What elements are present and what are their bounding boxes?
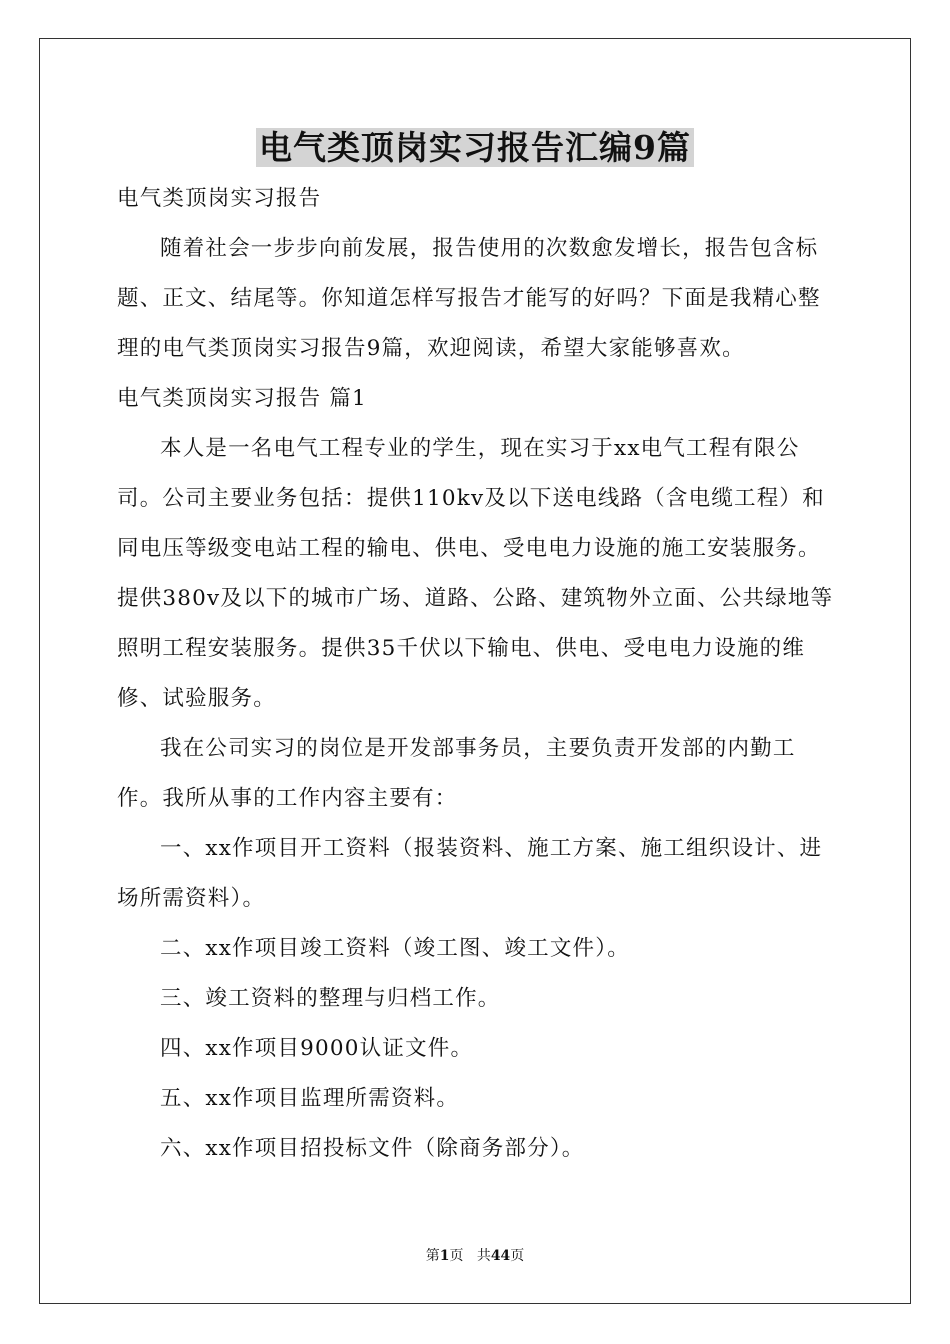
duty-item-5: 五、xx作项目监理所需资料。 — [160, 1086, 460, 1111]
duty-item-2: 二、xx作项目竣工资料（竣工图、竣工文件）。 — [160, 936, 630, 961]
footer-total-prefix: 共 — [476, 1248, 491, 1264]
document-title — [0, 124, 950, 172]
footer-page-prefix: 第 — [425, 1248, 440, 1264]
duty-item-4: 四、xx作项目9000认证文件。 — [160, 1036, 474, 1061]
document-body — [117, 174, 837, 1174]
footer-total-pages: 44 — [490, 1248, 511, 1264]
section-heading-article-1: 电气类顶岗实习报告 篇1 — [117, 386, 367, 411]
duty-item-3: 三、竣工资料的整理与归档工作。 — [160, 986, 501, 1011]
intro-paragraph: 随着社会一步步向前发展，报告使用的次数愈发增长，报告包含标题、正文、结尾等。你知道怎样写报告才能写的好吗？下面是我精心整理的电气类顶岗实习报告9篇，欢迎阅读，希望大家能够喜欢。 — [117, 236, 821, 361]
duty-item-6: 六、xx作项目招投标文件（除商务部分）。 — [160, 1136, 585, 1161]
footer-page-number: 1 — [439, 1248, 450, 1264]
footer-total-suffix: 页 — [510, 1248, 525, 1264]
company-description-paragraph: 本人是一名电气工程专业的学生，现在实习于xx电气工程有限公司。公司主要业务包括：提供110kv及以下送电线路（含电缆工程）和同电压等级变电站工程的输电、供电、受电电力设施的施工安装服务。提供380v及以下的城市广场、道路、公路、建筑物外立面、公共绿地等照明工程安装服务。提供35千伏以下输电、供电、受电电力设施的维修、试验服务。 — [117, 436, 834, 711]
job-description-paragraph: 我在公司实习的岗位是开发部事务员，主要负责开发部的内勤工作。我所从事的工作内容主要有： — [117, 736, 796, 811]
section-heading: 电气类顶岗实习报告 — [117, 186, 322, 211]
page-footer — [0, 1246, 950, 1266]
document-title-text: 电气类顶岗实习报告汇编9篇 — [256, 128, 694, 167]
footer-page-suffix: 页 — [449, 1248, 464, 1264]
duty-item-1: 一、xx作项目开工资料（报装资料、施工方案、施工组织设计、进场所需资料）。 — [117, 836, 823, 911]
